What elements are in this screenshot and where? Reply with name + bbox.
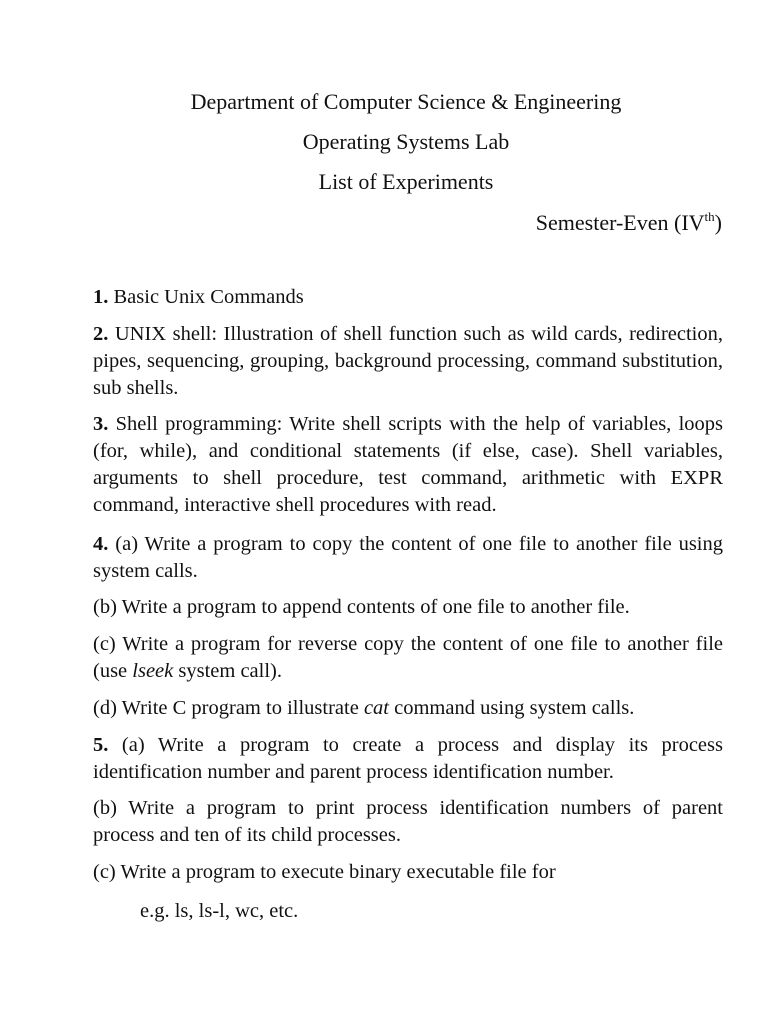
experiment-2-number: 2. bbox=[93, 323, 109, 345]
experiment-5c: (c) Write a program to execute binary executable file for bbox=[93, 861, 556, 883]
list-title: List of Experiments bbox=[318, 169, 494, 194]
experiment-1 bbox=[93, 284, 723, 311]
semester-suffix: ) bbox=[714, 210, 722, 235]
experiment-4b: (b) Write a program to append contents of one file to another file. bbox=[93, 596, 630, 618]
experiment-4-number: 4. bbox=[93, 533, 109, 555]
experiment-3-text: Shell programming: Write shell scripts with the help of variables, loops (for, while), and conditional statements (if else, case). Shell variables, arguments to shell procedure, test command, arithmetic with EXPR command, interactive shell procedures with read. bbox=[93, 413, 723, 516]
experiment-4d-italic: cat bbox=[363, 697, 389, 719]
experiment-1-number: 1. bbox=[93, 286, 109, 308]
experiment-2-text: UNIX shell: Illustration of shell function such as wild cards, redirection, pipes, sequencing, grouping, background processing, command substitution, sub shells. bbox=[93, 323, 723, 399]
experiment-3 bbox=[93, 411, 723, 519]
experiment-4c-text: (c) Write a program for reverse copy the content of one file to another file (use bbox=[93, 633, 723, 682]
experiment-4a-text: (a) Write a program to copy the content of one file to another file using system calls. bbox=[93, 533, 723, 582]
experiment-5-number: 5. bbox=[93, 734, 109, 756]
experiment-4c bbox=[93, 631, 723, 685]
experiment-5c-example: e.g. ls, ls-l, wc, etc. bbox=[140, 900, 299, 922]
experiment-5b: (b) Write a program to print process identification numbers of parent process and ten of its child processes. bbox=[93, 797, 723, 846]
department-heading: Department of Computer Science & Engineering bbox=[190, 89, 622, 114]
semester-prefix: Semester-Even (IV bbox=[535, 210, 705, 235]
experiment-4d-text-end: command using system calls. bbox=[388, 697, 635, 719]
experiment-4c-text-end: system call). bbox=[173, 660, 283, 682]
semester-label bbox=[536, 209, 722, 237]
experiment-5a bbox=[93, 732, 723, 786]
experiment-3-number: 3. bbox=[93, 413, 109, 435]
semester-superscript: th bbox=[704, 209, 715, 224]
experiment-4c-italic: lseek bbox=[132, 660, 174, 682]
lab-title: Operating Systems Lab bbox=[302, 129, 510, 154]
experiment-1-text: Basic Unix Commands bbox=[108, 286, 304, 308]
experiment-2 bbox=[93, 321, 723, 402]
experiment-4d-text: (d) Write C program to illustrate bbox=[93, 697, 364, 719]
experiment-5a-text: (a) Write a program to create a process and display its process identification number and parent process identification number. bbox=[93, 734, 723, 783]
experiment-4d bbox=[93, 695, 723, 722]
experiment-4a bbox=[93, 531, 723, 585]
